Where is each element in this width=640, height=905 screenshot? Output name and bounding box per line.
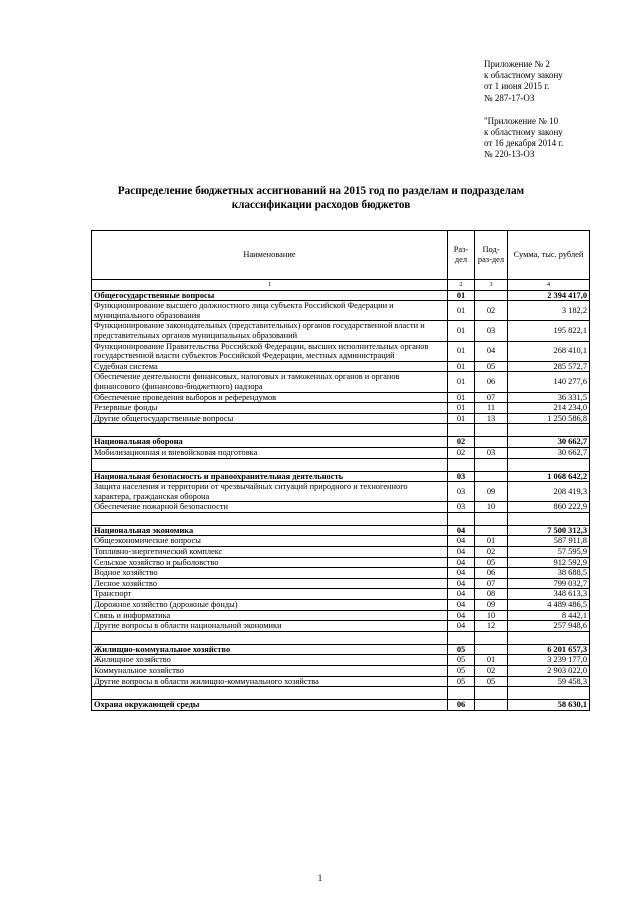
row-podrazdel: 01 [475,536,508,547]
row-podrazdel [475,471,508,482]
row-name: Связь и информатика [92,610,448,621]
appendix-block-original [484,116,563,161]
row-sum: 268 410,1 [508,341,590,361]
empty-cell [475,458,508,471]
column-number: 3 [475,280,508,291]
empty-cell [508,687,590,700]
table-header-row [92,231,590,280]
row-podrazdel: 13 [475,413,508,424]
row-sum: 214 234,0 [508,403,590,414]
empty-cell [448,687,475,700]
row-razdel: 02 [448,447,475,458]
table-row [92,392,590,403]
appendix-line: № 220-13-ОЗ [484,149,535,160]
row-name: Функционирование высшего должностного лица субъекта Российской Федерации и муниципального образования [92,301,448,321]
row-razdel: 04 [448,568,475,579]
table-row [92,578,590,589]
row-razdel: 05 [448,655,475,666]
table-row [92,621,590,632]
row-razdel: 01 [448,403,475,414]
table-row [92,536,590,547]
row-name: Общеэкономические вопросы [92,536,448,547]
row-sum: 799 032,7 [508,578,590,589]
table-row [92,301,590,321]
row-sum: 6 201 657,3 [508,644,590,655]
row-sum: 59 458,3 [508,676,590,687]
table-row [92,610,590,621]
row-name: Жилищно-коммунальное хозяйство [92,644,448,655]
row-sum: 140 277,6 [508,372,590,392]
row-podrazdel: 12 [475,621,508,632]
row-sum: 587 911,8 [508,536,590,547]
table-row [92,502,590,513]
row-name: Обеспечение деятельности финансовых, налоговых и таможенных органов и органов финансового (финансово-бюджетного) надзора [92,372,448,392]
row-podrazdel: 06 [475,372,508,392]
budget-table [91,230,590,711]
table-row [92,482,590,502]
appendix-line: "Приложение № 10 [484,115,559,126]
row-name: Национальная оборона [92,437,448,448]
row-podrazdel [475,525,508,536]
row-sum: 195 822,1 [508,321,590,341]
appendix-line: к областному закону [484,70,563,81]
table-row [92,361,590,372]
section-row [92,471,590,482]
row-razdel: 04 [448,578,475,589]
row-razdel: 06 [448,700,475,711]
row-razdel: 05 [448,644,475,655]
row-podrazdel [475,700,508,711]
table-row [92,666,590,677]
row-name: Обеспечение пожарной безопасности [92,502,448,513]
row-razdel: 04 [448,589,475,600]
row-razdel: 04 [448,525,475,536]
empty-cell [92,687,448,700]
table-row [92,372,590,392]
row-name: Лесное хозяйство [92,578,448,589]
table-spacer-row [92,458,590,471]
row-sum: 2 394 417,0 [508,290,590,301]
row-name: Обеспечение проведения выборов и референдумов [92,392,448,403]
column-number: 4 [508,280,590,291]
column-number: 2 [448,280,475,291]
section-row [92,644,590,655]
row-razdel: 03 [448,502,475,513]
row-podrazdel: 05 [475,361,508,372]
row-podrazdel: 03 [475,447,508,458]
row-podrazdel: 09 [475,482,508,502]
table-spacer-row [92,687,590,700]
header-razdel: Раз-дел [448,231,475,280]
row-name: Коммунальное хозяйство [92,666,448,677]
row-sum: 208 419,3 [508,482,590,502]
row-name: Топливно-энергетический комплекс [92,547,448,558]
table-spacer-row [92,424,590,437]
row-podrazdel: 11 [475,403,508,414]
table-row [92,341,590,361]
row-sum: 57 595,9 [508,547,590,558]
row-name: Защита населения и территории от чрезвычайных ситуаций природного и техногенного характера, гражданская оборона [92,482,448,502]
empty-cell [475,631,508,644]
row-sum: 3 182,2 [508,301,590,321]
header-name: Наименование [92,231,448,280]
row-razdel: 04 [448,557,475,568]
row-sum: 348 613,3 [508,589,590,600]
row-razdel: 01 [448,413,475,424]
row-sum: 30 662,7 [508,447,590,458]
empty-cell [508,631,590,644]
row-podrazdel: 03 [475,321,508,341]
row-name: Жилищное хозяйство [92,655,448,666]
row-razdel: 04 [448,536,475,547]
row-sum: 7 500 312,3 [508,525,590,536]
row-name: Общегосударственные вопросы [92,290,448,301]
row-razdel: 03 [448,482,475,502]
row-name: Другие общегосударственные вопросы [92,413,448,424]
row-razdel: 04 [448,600,475,611]
row-razdel: 04 [448,621,475,632]
table-row [92,600,590,611]
table-spacer-row [92,512,590,525]
title-line-1: Распределение бюджетных ассигнований на 2015 год по разделам и подразделам [117,185,525,197]
empty-cell [448,631,475,644]
row-razdel: 01 [448,372,475,392]
section-row [92,700,590,711]
row-name: Дорожное хозяйство (дорожные фонды) [92,600,448,611]
empty-cell [92,424,448,437]
empty-cell [508,458,590,471]
row-name: Резервные фонды [92,403,448,414]
empty-cell [448,458,475,471]
row-name: Охрана окружающей среды [92,700,448,711]
row-name: Функционирование законодательных (представительных) органов государственной власти и представительных органов муниципальных образований [92,321,448,341]
row-sum: 285 572,7 [508,361,590,372]
row-podrazdel [475,290,508,301]
row-podrazdel: 10 [475,610,508,621]
row-sum: 2 903 022,0 [508,666,590,677]
row-sum: 860 222,9 [508,502,590,513]
table-row [92,676,590,687]
empty-cell [92,458,448,471]
row-podrazdel [475,644,508,655]
table-row [92,589,590,600]
table-row [92,321,590,341]
appendix-header [484,59,563,173]
row-sum: 1 250 586,8 [508,413,590,424]
row-razdel: 05 [448,676,475,687]
appendix-line: от 1 июня 2015 г. [484,81,550,92]
header-podrazdel: Под-раз-дел [475,231,508,280]
row-name: Функционирование Правительства Российской Федерации, высших исполнительных органов государственной власти субъектов Российской Федерации, местных администраций [92,341,448,361]
row-razdel: 03 [448,471,475,482]
row-sum: 30 662,7 [508,437,590,448]
row-razdel: 05 [448,666,475,677]
empty-cell [475,512,508,525]
row-name: Другие вопросы в области жилищно-коммунального хозяйства [92,676,448,687]
empty-cell [92,631,448,644]
table-row [92,447,590,458]
table-row [92,568,590,579]
row-podrazdel: 04 [475,341,508,361]
row-sum: 36 331,5 [508,392,590,403]
appendix-line: Приложение № 2 [484,59,550,69]
row-sum: 257 948,6 [508,621,590,632]
empty-cell [92,512,448,525]
appendix-line: к областному закону [484,127,563,138]
row-razdel: 02 [448,437,475,448]
row-podrazdel: 07 [475,578,508,589]
row-razdel: 04 [448,547,475,558]
row-razdel: 01 [448,301,475,321]
row-sum: 58 630,1 [508,700,590,711]
row-razdel: 01 [448,290,475,301]
row-name: Сельское хозяйство и рыболовство [92,557,448,568]
column-number: 1 [92,280,448,291]
row-sum: 38 688,5 [508,568,590,579]
empty-cell [508,424,590,437]
empty-cell [475,424,508,437]
row-podrazdel: 02 [475,547,508,558]
row-sum: 8 442,1 [508,610,590,621]
table-row [92,655,590,666]
empty-cell [448,424,475,437]
row-name: Водное хозяйство [92,568,448,579]
table-row [92,557,590,568]
row-podrazdel [475,437,508,448]
row-podrazdel: 08 [475,589,508,600]
table-spacer-row [92,631,590,644]
row-podrazdel: 05 [475,557,508,568]
row-sum: 1 068 642,2 [508,471,590,482]
row-razdel: 01 [448,392,475,403]
row-podrazdel: 05 [475,676,508,687]
empty-cell [508,512,590,525]
appendix-line: от 16 декабря 2014 г. [484,138,564,149]
row-name: Национальная экономика [92,525,448,536]
section-row [92,290,590,301]
row-name: Национальная безопасность и правоохранительная деятельность [92,471,448,482]
table-row [92,413,590,424]
document-title [90,185,552,212]
table-row [92,403,590,414]
row-podrazdel: 07 [475,392,508,403]
row-sum: 3 239 177,0 [508,655,590,666]
table-row [92,547,590,558]
section-row [92,437,590,448]
row-podrazdel: 09 [475,600,508,611]
row-razdel: 01 [448,361,475,372]
empty-cell [448,512,475,525]
row-name: Судебная система [92,361,448,372]
header-sum: Сумма, тыс. рублей [508,231,590,280]
row-name: Мобилизационная и вневойсковая подготовка [92,447,448,458]
empty-cell [475,687,508,700]
row-podrazdel: 02 [475,301,508,321]
row-podrazdel: 02 [475,666,508,677]
row-podrazdel: 10 [475,502,508,513]
row-razdel: 01 [448,321,475,341]
appendix-line: № 287-17-ОЗ [484,92,535,103]
section-row [92,525,590,536]
row-razdel: 01 [448,341,475,361]
column-number-row [92,280,590,291]
row-sum: 912 592,9 [508,557,590,568]
page-number: 1 [317,873,323,883]
row-podrazdel: 01 [475,655,508,666]
title-line-2: классификации расходов бюджетов [231,198,411,211]
row-podrazdel: 06 [475,568,508,579]
row-name: Другие вопросы в области национальной экономики [92,621,448,632]
appendix-block-current [484,59,563,104]
row-sum: 4 489 486,5 [508,600,590,611]
row-name: Транспорт [92,589,448,600]
row-razdel: 04 [448,610,475,621]
